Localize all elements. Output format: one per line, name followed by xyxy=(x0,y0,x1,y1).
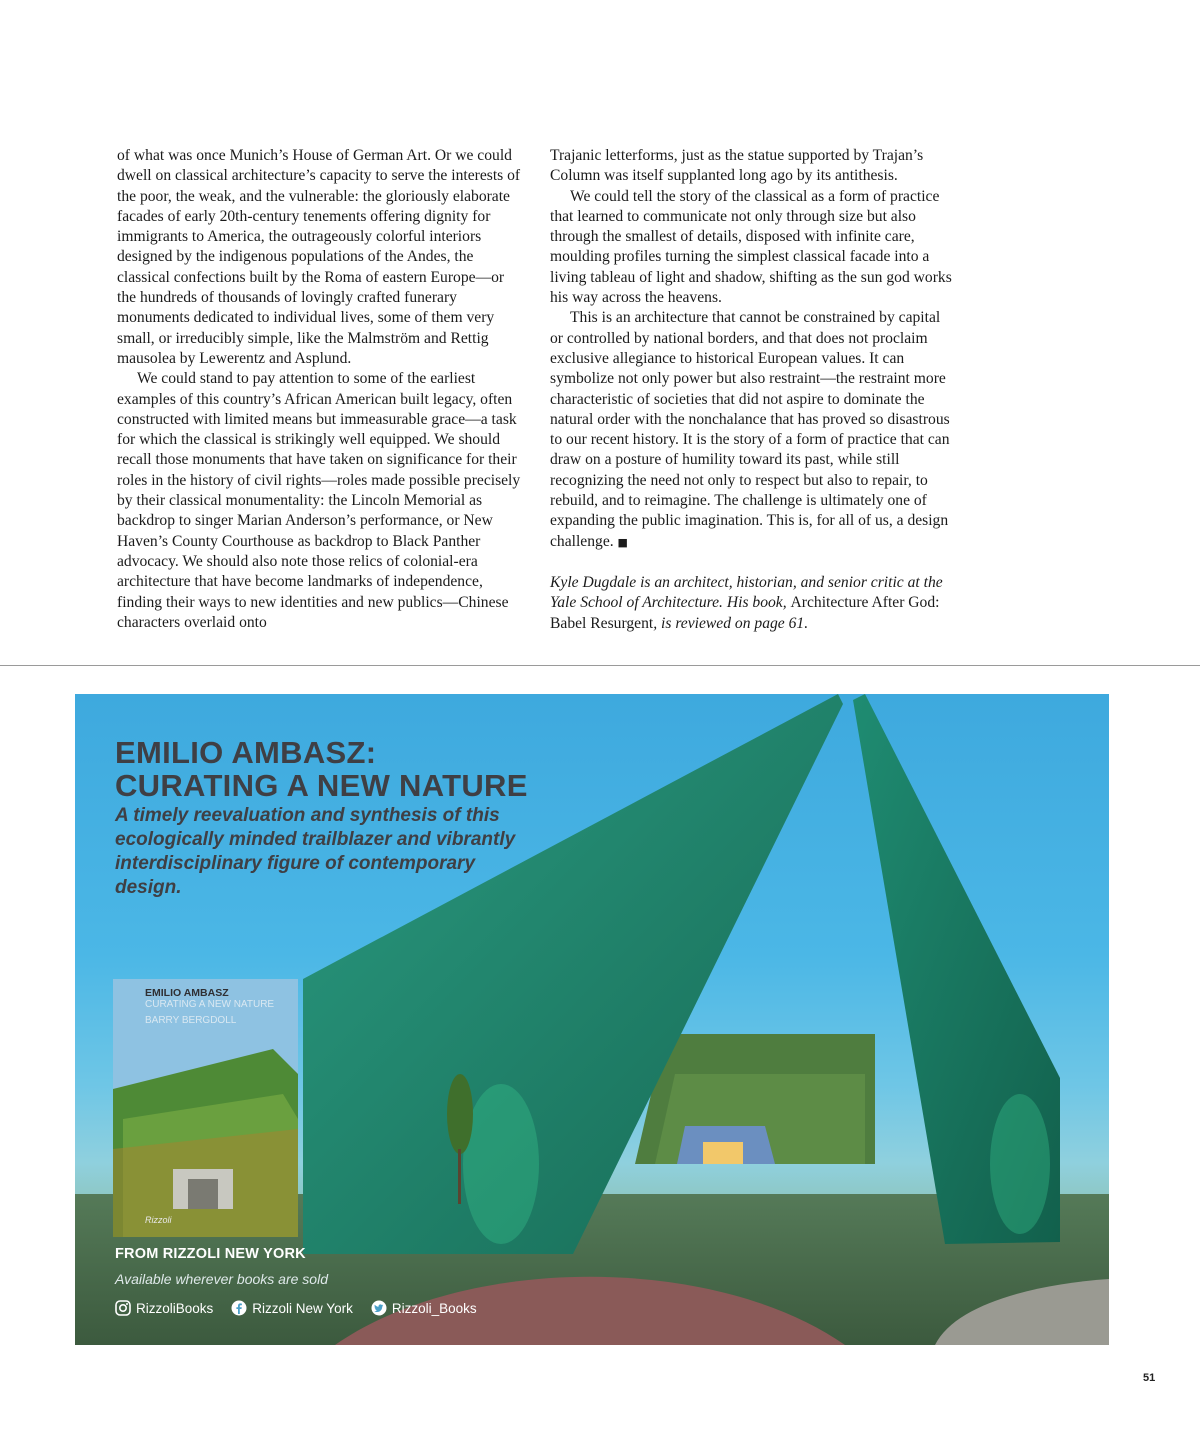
article-paragraph: of what was once Munich’s House of German Art. Or we could dwell on classical architecture’s capacity to serve the interests of the poor, the weak, and the vulnerable: the gloriously elaborate facades of early 20th-century tenements offering dignity for immigrants to America, the outrageously colorful interiors designed by the indigenous populations of the Andes, the classical confections built by the Roma of eastern Europe—or the hundreds of thousands of lovingly crafted funerary monuments dedicated to individual lives, some of them very small, or irreducibly simple, like the Malmström and Rettig mausolea by Lewerentz and Asplund. xyxy=(117,147,521,367)
article-right-column xyxy=(550,146,956,634)
social-instagram[interactable] xyxy=(115,1300,213,1316)
social-handle: Rizzoli_Books xyxy=(391,1300,477,1316)
cover-author: BARRY BERGDOLL xyxy=(145,1015,237,1026)
article-left-column xyxy=(117,146,523,633)
instagram-icon xyxy=(115,1300,131,1316)
social-facebook[interactable] xyxy=(231,1300,353,1316)
social-handle: Rizzoli New York xyxy=(252,1300,353,1316)
article-paragraph xyxy=(550,308,956,553)
social-handle: RizzoliBooks xyxy=(136,1300,214,1316)
cover-subtitle: CURATING A NEW NATURE xyxy=(145,999,275,1010)
article-paragraph: Trajanic letterforms, just as the statue supported by Trajan’s Column was itself supplanted long ago by its antithesis. xyxy=(550,147,924,185)
social-twitter[interactable] xyxy=(371,1300,477,1316)
end-mark-icon: ■ xyxy=(617,535,628,549)
ad-tagline: A timely reevaluation and synthesis of this ecologically minded trailblazer and vibrantly interdisciplinary figure of contemporary design. xyxy=(115,805,516,898)
publisher-line: FROM RIZZOLI NEW YORK xyxy=(115,1246,306,1262)
ad-headline xyxy=(115,736,528,802)
article-paragraph-text: This is an architecture that cannot be constrained by capital or controlled by national borders, and that does not proclaim exclusive allegiance to historical European values. It can symbolize not only power but also restraint—the restraint more characteristic of societies that did not aspire to dominate the natural order with the nonchalance that has proved so disastrous to our recent history. It is the story of a form of practice that can draw on a posture of humility toward its past, while still recognizing the need not only to respect but also to repair, to rebuild, and to reimagine. The challenge is ultimately one of expanding the public imagination. This is, for all of us, a design challenge. xyxy=(550,309,950,550)
article-paragraph: We could tell the story of the classical as a form of practice that learned to communicate not only through size but also through the smallest of details, disposed with infinite care, moulding profiles turning the simplest classical facade into a living tableau of light and shadow, shifting as the sun god works his way across the heavens. xyxy=(550,187,952,307)
cover-publisher-logo: Rizzoli xyxy=(145,1215,172,1225)
bio-book-title: Architecture After God: Babel Resurgent xyxy=(550,594,940,632)
ad-headline-line: CURATING A NEW NATURE xyxy=(115,768,528,803)
twitter-icon xyxy=(371,1300,387,1316)
facebook-icon xyxy=(231,1300,247,1316)
book-cover xyxy=(113,979,298,1237)
author-bio xyxy=(550,573,956,634)
section-divider xyxy=(0,665,1200,666)
cover-title: EMILIO AMBASZ xyxy=(145,987,229,999)
book-advertisement xyxy=(75,694,1109,1345)
ad-headline-line: EMILIO AMBASZ: xyxy=(115,735,377,770)
availability-line: Available wherever books are sold xyxy=(115,1271,328,1287)
bio-text: Kyle Dugdale is an architect, historian, and senior critic at the Yale School of Architecture. His book, xyxy=(550,573,943,612)
article-paragraph: We could stand to pay attention to some of the earliest examples of this country’s African American built legacy, often constructed with limited means but immeasurable grace—a task for which the classical is strikingly well equipped. We should recall those monuments that have taken on significance for their roles in the history of civil rights—roles made possible precisely by their classical monumentality: the Lincoln Memorial as backdrop to singer Marian Anderson’s performance, or New Haven’s County Courthouse as backdrop to Black Panther advocacy. We should also note those relics of colonial-era architecture that have become landmarks of independence, finding their ways to new identities and new publics—Chinese characters overlaid onto xyxy=(117,370,521,631)
page-number: 51 xyxy=(1143,1372,1156,1384)
social-links xyxy=(115,1300,477,1316)
bio-text-end: , is reviewed on page 61. xyxy=(653,614,809,632)
